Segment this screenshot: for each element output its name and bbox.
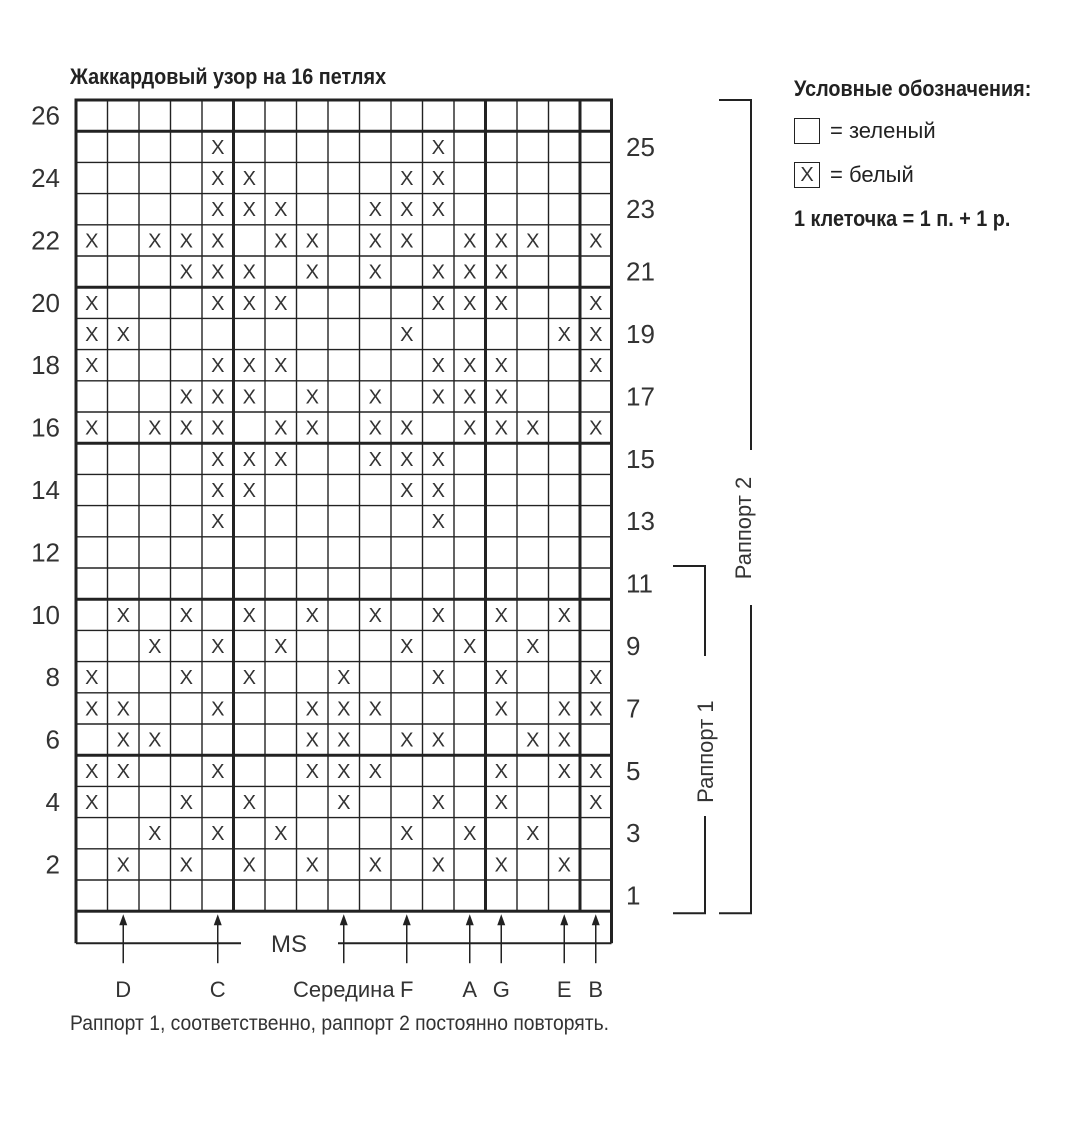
cell-x-mark: X — [400, 324, 414, 346]
cell-x-mark: X — [557, 854, 571, 877]
cell-x-mark: X — [557, 729, 571, 752]
rapport-1-bracket-bottom — [673, 816, 705, 913]
cell-x-mark: X — [274, 355, 288, 378]
marker-label: F — [400, 977, 414, 1003]
cell-x-mark: X — [242, 667, 256, 690]
cell-x-mark: X — [116, 698, 130, 721]
cell-x-mark: X — [557, 698, 571, 721]
cell-x-mark: X — [589, 667, 603, 690]
ms-label: MS — [271, 931, 307, 959]
cell-x-mark: X — [211, 136, 225, 159]
rapport-1-label: Раппорт 1 — [693, 700, 718, 803]
cell-x-mark: X — [368, 760, 382, 783]
row-number-right: 7 — [626, 693, 641, 724]
cell-x-mark: X — [211, 636, 225, 658]
cell-x-mark: X — [400, 823, 414, 846]
cell-x-mark: X — [274, 417, 288, 440]
row-number-left: 10 — [31, 599, 60, 630]
cell-x-mark: X — [431, 604, 445, 627]
cell-x-mark: X — [431, 667, 445, 690]
cell-x-mark: X — [463, 292, 477, 315]
marker-arrow-head — [403, 914, 411, 925]
marker-arrow-head — [560, 914, 568, 925]
cell-x-mark: X — [242, 292, 256, 315]
cell-x-mark: X — [400, 199, 414, 222]
cell-x-mark: X — [400, 480, 414, 502]
cell-x-mark: X — [179, 261, 193, 284]
cell-x-mark: X — [463, 636, 477, 658]
cell-x-mark: X — [116, 854, 130, 877]
footnote: Раппорт 1, соответственно, раппорт 2 постоянно повторять. — [70, 1012, 610, 1035]
cell-x-mark: X — [494, 292, 508, 315]
rapport-2-bracket-top — [719, 100, 751, 450]
cell-x-mark: X — [85, 667, 99, 690]
cell-x-mark: X — [305, 386, 319, 409]
cell-x-mark: X — [274, 292, 288, 315]
cell-x-mark: X — [211, 698, 225, 721]
cell-x-mark: X — [589, 292, 603, 315]
cell-x-mark: X — [305, 417, 319, 440]
row-number-right: 11 — [626, 568, 653, 599]
cell-x-mark: X — [242, 199, 256, 222]
cell-x-mark: X — [85, 698, 99, 721]
cell-x-mark: X — [494, 760, 508, 783]
cell-x-mark: X — [148, 729, 162, 752]
cell-x-mark: X — [589, 417, 603, 440]
cell-x-mark: X — [305, 854, 319, 877]
cell-x-mark: X — [116, 324, 130, 346]
cell-x-mark: X — [400, 729, 414, 752]
cell-x-mark: X — [368, 698, 382, 721]
cell-x-mark: X — [305, 604, 319, 627]
cell-x-mark: X — [431, 729, 445, 752]
cell-x-mark: X — [211, 386, 225, 409]
cell-x-mark: X — [400, 168, 414, 190]
cell-x-mark: X — [431, 480, 445, 502]
rapport-2-label: Раппорт 2 — [731, 476, 756, 580]
cell-x-mark: X — [179, 417, 193, 440]
cell-x-mark: X — [526, 230, 540, 253]
cell-x-mark: X — [242, 386, 256, 409]
row-number-left: 18 — [31, 350, 60, 381]
cell-x-mark: X — [116, 760, 130, 783]
cell-x-mark: X — [242, 448, 256, 471]
cell-x-mark: X — [179, 667, 193, 690]
cell-x-mark: X — [463, 823, 477, 846]
cell-x-mark: X — [337, 698, 351, 721]
row-number-right: 19 — [626, 319, 655, 349]
rapport-2-bracket-bottom — [719, 605, 751, 913]
cell-x-mark: X — [494, 261, 508, 284]
row-number-left: 4 — [45, 787, 60, 817]
row-number-right: 23 — [626, 194, 655, 225]
marker-arrow-head — [340, 914, 348, 925]
row-number-left: 24 — [31, 163, 60, 193]
row-number-right: 9 — [626, 631, 641, 661]
cell-x-mark: X — [526, 823, 540, 846]
chart-title: Жаккардовый узор на 16 петлях — [70, 64, 387, 89]
cell-x-mark: X — [368, 230, 382, 253]
cell-x-mark: X — [589, 792, 603, 814]
cell-x-mark: X — [494, 667, 508, 690]
cell-x-mark: X — [211, 230, 225, 253]
cell-x-mark: X — [211, 199, 225, 222]
cell-x-mark: X — [211, 823, 225, 846]
cell-x-mark: X — [305, 230, 319, 253]
cell-x-mark: X — [85, 760, 99, 783]
cell-x-mark: X — [463, 386, 477, 409]
marker-arrow-head — [592, 914, 600, 925]
cell-x-mark: X — [179, 230, 193, 253]
row-number-left: 12 — [31, 537, 60, 568]
cell-x-mark: X — [148, 823, 162, 846]
cell-x-mark: X — [211, 261, 225, 284]
cell-x-mark: X — [179, 386, 193, 409]
row-number-left: 26 — [31, 100, 60, 131]
cell-x-mark: X — [305, 261, 319, 284]
cell-x-mark: X — [589, 760, 603, 783]
legend-title: Условные обозначения: — [794, 76, 1032, 101]
cell-x-mark: X — [431, 168, 445, 190]
marker-label: C — [209, 977, 226, 1003]
cell-x-mark: X — [85, 355, 99, 378]
marker-label: Середина — [292, 977, 395, 1003]
cell-x-mark: X — [242, 355, 256, 378]
row-number-left: 16 — [31, 412, 60, 443]
cell-x-mark: X — [494, 854, 508, 877]
cell-x-mark: X — [400, 230, 414, 253]
row-number-right: 15 — [626, 443, 655, 474]
cell-x-mark: X — [274, 448, 288, 471]
row-number-right: 5 — [626, 755, 641, 786]
cell-x-mark: X — [463, 261, 477, 284]
cell-x-mark: X — [368, 199, 382, 222]
cell-x-mark: X — [431, 511, 445, 534]
cell-x-mark: X — [589, 230, 603, 253]
cell-x-mark: X — [494, 604, 508, 627]
cell-x-mark: X — [211, 480, 225, 502]
cell-x-mark: X — [242, 261, 256, 284]
cell-x-mark: X — [463, 355, 477, 378]
cell-x-mark: X — [211, 355, 225, 378]
cell-x-mark: X — [148, 417, 162, 440]
cell-x-mark: X — [274, 230, 288, 253]
cell-x-mark: X — [494, 386, 508, 409]
cell-x-mark: X — [368, 854, 382, 877]
cell-x-mark: X — [148, 636, 162, 658]
cell-x-mark: X — [305, 729, 319, 752]
legend-x-symbol: X — [794, 162, 820, 188]
cell-x-mark: X — [85, 792, 99, 814]
cell-x-mark: X — [526, 729, 540, 752]
marker-label: A — [462, 977, 478, 1003]
row-number-right: 1 — [626, 880, 641, 911]
cell-x-mark: X — [274, 636, 288, 658]
cell-x-mark: X — [179, 854, 193, 877]
cell-x-mark: X — [431, 355, 445, 378]
legend-empty-label: = зеленый — [830, 118, 936, 143]
cell-x-mark: X — [557, 760, 571, 783]
cell-x-mark: X — [211, 417, 225, 440]
marker-label: E — [556, 977, 572, 1003]
cell-x-mark: X — [400, 417, 414, 440]
cell-x-mark: X — [557, 324, 571, 346]
marker-arrow-head — [214, 914, 222, 925]
cell-x-mark: X — [305, 760, 319, 783]
marker-label: D — [115, 977, 132, 1003]
cell-x-mark: X — [337, 729, 351, 752]
cell-x-mark: X — [494, 417, 508, 440]
cell-x-mark: X — [85, 230, 99, 253]
cell-x-mark: X — [431, 199, 445, 222]
cell-x-mark: X — [337, 760, 351, 783]
cell-x-mark: X — [557, 604, 571, 627]
cell-x-mark: X — [85, 417, 99, 440]
marker-label: B — [588, 977, 604, 1003]
cell-x-mark: X — [494, 230, 508, 253]
cell-x-mark: X — [85, 292, 99, 315]
cell-x-mark: X — [589, 698, 603, 721]
cell-x-mark: X — [431, 386, 445, 409]
marker-arrow-head — [466, 914, 474, 925]
marker-label: G — [492, 977, 510, 1003]
cell-x-mark: X — [242, 480, 256, 502]
cell-x-mark: X — [211, 511, 225, 534]
row-number-right: 25 — [626, 131, 655, 162]
cell-x-mark: X — [179, 792, 193, 814]
cell-x-mark: X — [337, 667, 351, 690]
cell-x-mark: X — [274, 823, 288, 846]
row-number-left: 8 — [45, 662, 60, 693]
cell-x-mark: X — [242, 792, 256, 814]
cell-x-mark: X — [148, 230, 162, 253]
cell-x-mark: X — [494, 355, 508, 378]
cell-x-mark: X — [211, 292, 225, 315]
row-number-right: 21 — [626, 256, 655, 287]
cell-x-mark: X — [494, 698, 508, 721]
cell-x-mark: X — [305, 698, 319, 721]
cell-x-mark: X — [242, 854, 256, 877]
cell-x-mark: X — [85, 324, 99, 346]
row-number-left: 20 — [31, 287, 60, 318]
cell-x-mark: X — [431, 136, 445, 159]
cell-x-mark: X — [337, 792, 351, 814]
row-number-right: 17 — [626, 381, 655, 412]
cell-x-mark: X — [526, 417, 540, 440]
cell-x-mark: X — [431, 292, 445, 315]
cell-x-mark: X — [431, 792, 445, 814]
cell-x-mark: X — [400, 636, 414, 658]
cell-x-mark: X — [368, 261, 382, 284]
cell-x-mark: X — [274, 199, 288, 222]
cell-x-mark: X — [368, 386, 382, 409]
row-number-left: 6 — [45, 724, 60, 755]
cell-x-mark: X — [368, 417, 382, 440]
cell-x-mark: X — [494, 792, 508, 814]
legend-scale: 1 клеточка = 1 п. + 1 р. — [794, 206, 1011, 231]
row-number-left: 22 — [31, 225, 60, 256]
legend-x-label: = белый — [830, 162, 914, 187]
cell-x-mark: X — [211, 448, 225, 471]
cell-x-mark: X — [400, 448, 414, 471]
marker-arrow-head — [497, 914, 505, 925]
cell-x-mark: X — [431, 261, 445, 284]
cell-x-mark: X — [368, 604, 382, 627]
marker-arrow-head — [119, 914, 127, 925]
cell-x-mark: X — [116, 604, 130, 627]
cell-x-mark: X — [242, 604, 256, 627]
row-number-left: 14 — [31, 475, 60, 505]
rapport-1-bracket-top — [673, 566, 705, 656]
cell-x-mark: X — [179, 604, 193, 627]
cell-x-mark: X — [463, 417, 477, 440]
cell-x-mark: X — [368, 448, 382, 471]
row-number-right: 13 — [626, 506, 655, 537]
cell-x-mark: X — [211, 760, 225, 783]
cell-x-mark: X — [463, 230, 477, 253]
cell-x-mark: X — [431, 854, 445, 877]
row-number-right: 3 — [626, 818, 641, 849]
cell-x-mark: X — [589, 324, 603, 346]
cell-x-mark: X — [589, 355, 603, 378]
cell-x-mark: X — [211, 168, 225, 190]
cell-x-mark: X — [116, 729, 130, 752]
row-number-left: 2 — [45, 849, 60, 880]
cell-x-mark: X — [431, 448, 445, 471]
cell-x-mark: X — [242, 168, 256, 190]
cell-x-mark: X — [526, 636, 540, 658]
